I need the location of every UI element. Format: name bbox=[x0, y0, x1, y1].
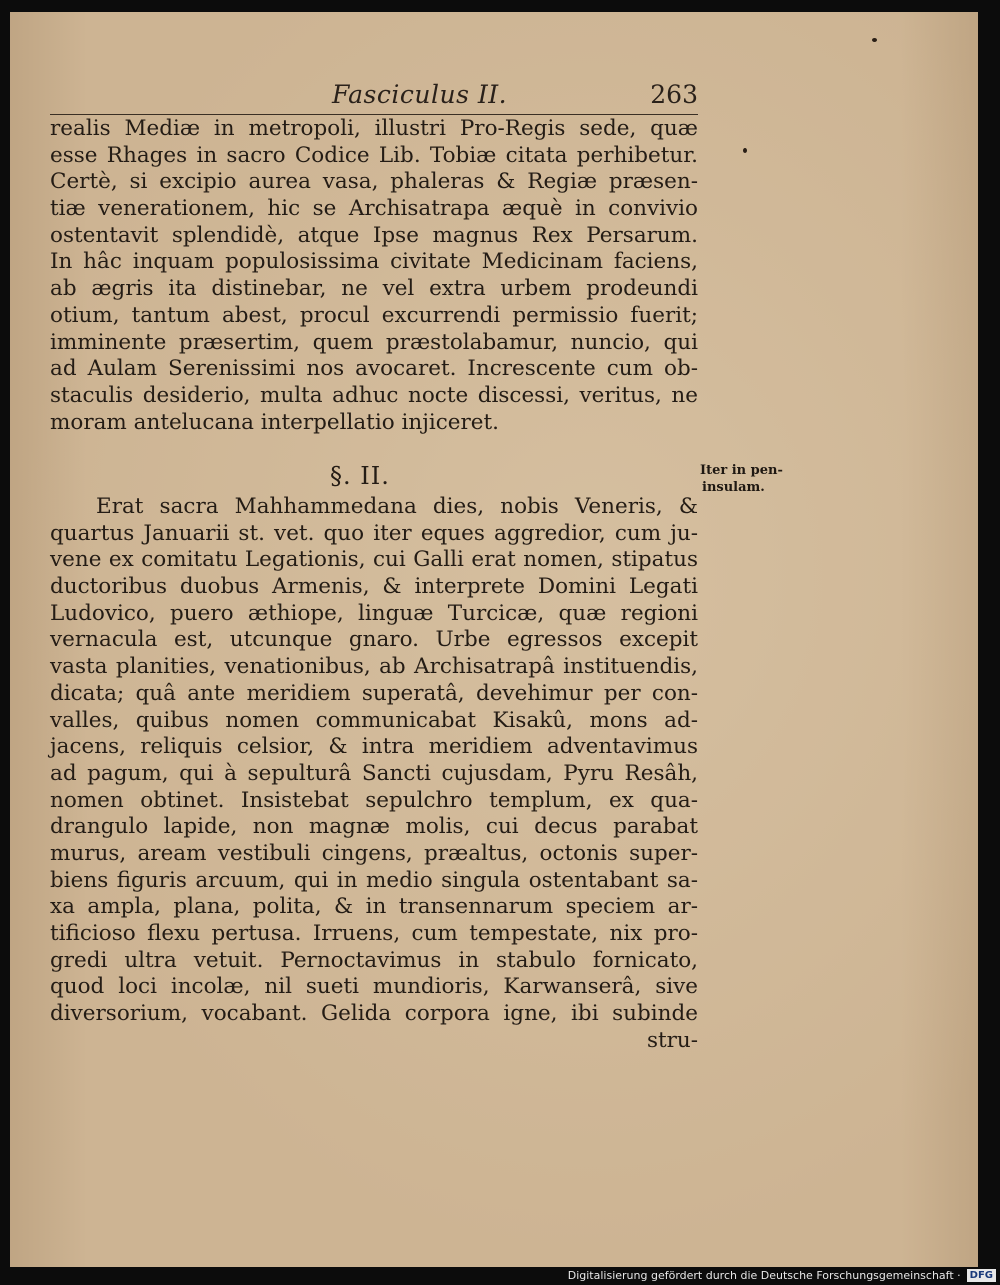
text-line: dicata; quâ ante meridiem superatâ, devehimur per con- bbox=[50, 680, 698, 706]
text-line: murus, aream vestibuli cingens, præaltus, octonis super- bbox=[50, 840, 698, 866]
book-page bbox=[10, 12, 978, 1267]
text-line: Ludovico, puero æthiope, linguæ Turcicæ, quæ regioni bbox=[50, 600, 698, 626]
text-line: ostentavit splendidè, atque Ipse magnus Rex Persarum. bbox=[50, 222, 698, 248]
text-line: ad Aulam Serenissimi nos avocaret. Increscente cum ob- bbox=[50, 356, 698, 382]
text-line: esse Rhages in sacro Codice Lib. Tobiæ citata perhibetur. bbox=[50, 142, 698, 168]
text-line: biens figuris arcuum, qui in medio singula ostentabant sa- bbox=[50, 867, 698, 893]
text-line: tificioso flexu pertusa. Irruens, cum tempestate, nix pro- bbox=[50, 921, 698, 946]
ink-speck bbox=[743, 148, 747, 153]
section-heading: §. II. bbox=[330, 462, 390, 490]
ink-speck bbox=[872, 38, 877, 42]
text-line: ab ægris ita distinebar, ne vel extra urbem prodeundi bbox=[50, 276, 698, 302]
text-line: quartus Januarii st. vet. quo iter eques aggredior, cum ju- bbox=[50, 520, 698, 546]
text-line: xa ampla, plana, polita, & in transennarum speciem ar- bbox=[50, 894, 698, 920]
text-line: drangulo lapide, non magnæ molis, cui decus parabat bbox=[50, 814, 698, 840]
text-line: valles, quibus nomen communicabat Kisakû, mons ad- bbox=[50, 707, 698, 733]
marginal-note-line: Iter in pen- bbox=[700, 463, 783, 478]
catchword: stru- bbox=[646, 1027, 698, 1053]
text-line: jacens, reliquis celsior, & intra meridiem adventavimus bbox=[50, 734, 698, 760]
page-header bbox=[50, 72, 698, 115]
marginal-note-line: insulam. bbox=[702, 480, 765, 495]
text-line: imminente præsertim, quem præstolabamur, nuncio, qui bbox=[50, 329, 698, 355]
text-line: ad pagum, qui à sepulturâ Sancti cujusdam, Pyru Resâh, bbox=[50, 760, 698, 786]
page-number: 263 bbox=[650, 80, 698, 109]
marginal-note bbox=[700, 462, 800, 496]
digitization-footer bbox=[568, 1267, 996, 1283]
text-line: nomen obtinet. Insistebat sepulchro templum, ex qua- bbox=[50, 787, 698, 813]
text-line: otium, tantum abest, procul excurrendi permissio fuerit; bbox=[50, 302, 698, 328]
text-line: Certè, si excipio aurea vasa, phaleras & Regiæ præsen- bbox=[50, 169, 698, 195]
paragraph-1 bbox=[50, 116, 698, 436]
text-line: realis Mediæ in metropoli, illustri Pro-Regis sede, quæ bbox=[50, 116, 698, 141]
text-line: In hâc inquam populosissima civitate Medicinam faciens, bbox=[50, 249, 698, 275]
footer-text: Digitalisierung gefördert durch die Deutsche Forschungsgemeinschaft · bbox=[567, 1268, 961, 1282]
text-line: gredi ultra vetuit. Pernoctavimus in stabulo fornicato, bbox=[50, 947, 698, 973]
text-line: diversorium, vocabant. Gelida corpora igne, ibi subinde bbox=[50, 1001, 698, 1027]
running-title: Fasciculus II. bbox=[332, 80, 508, 109]
text-line: quod loci incolæ, nil sueti mundioris, Karwanserâ, sive bbox=[50, 974, 698, 1000]
text-line: Erat sacra Mahhammedana dies, nobis Veneris, & bbox=[96, 494, 698, 519]
text-line: vasta planities, venationibus, ab Archisatrapâ instituendis, bbox=[50, 654, 698, 680]
text-line: ductoribus duobus Armenis, & interprete Domini Legati bbox=[50, 574, 698, 600]
text-line: tiæ venerationem, hic se Archisatrapa æquè in convivio bbox=[50, 196, 698, 222]
dfg-logo: DFG bbox=[967, 1269, 996, 1282]
paragraph-2 bbox=[50, 494, 698, 1054]
text-line: moram antelucana interpellatio injiceret. bbox=[50, 409, 499, 435]
text-line: vernacula est, utcunque gnaro. Urbe egressos excepit bbox=[50, 627, 698, 653]
text-line: staculis desiderio, multa adhuc nocte discessi, veritus, ne bbox=[50, 382, 698, 408]
text-line: vene ex comitatu Legationis, cui Galli erat nomen, stipatus bbox=[50, 547, 698, 573]
